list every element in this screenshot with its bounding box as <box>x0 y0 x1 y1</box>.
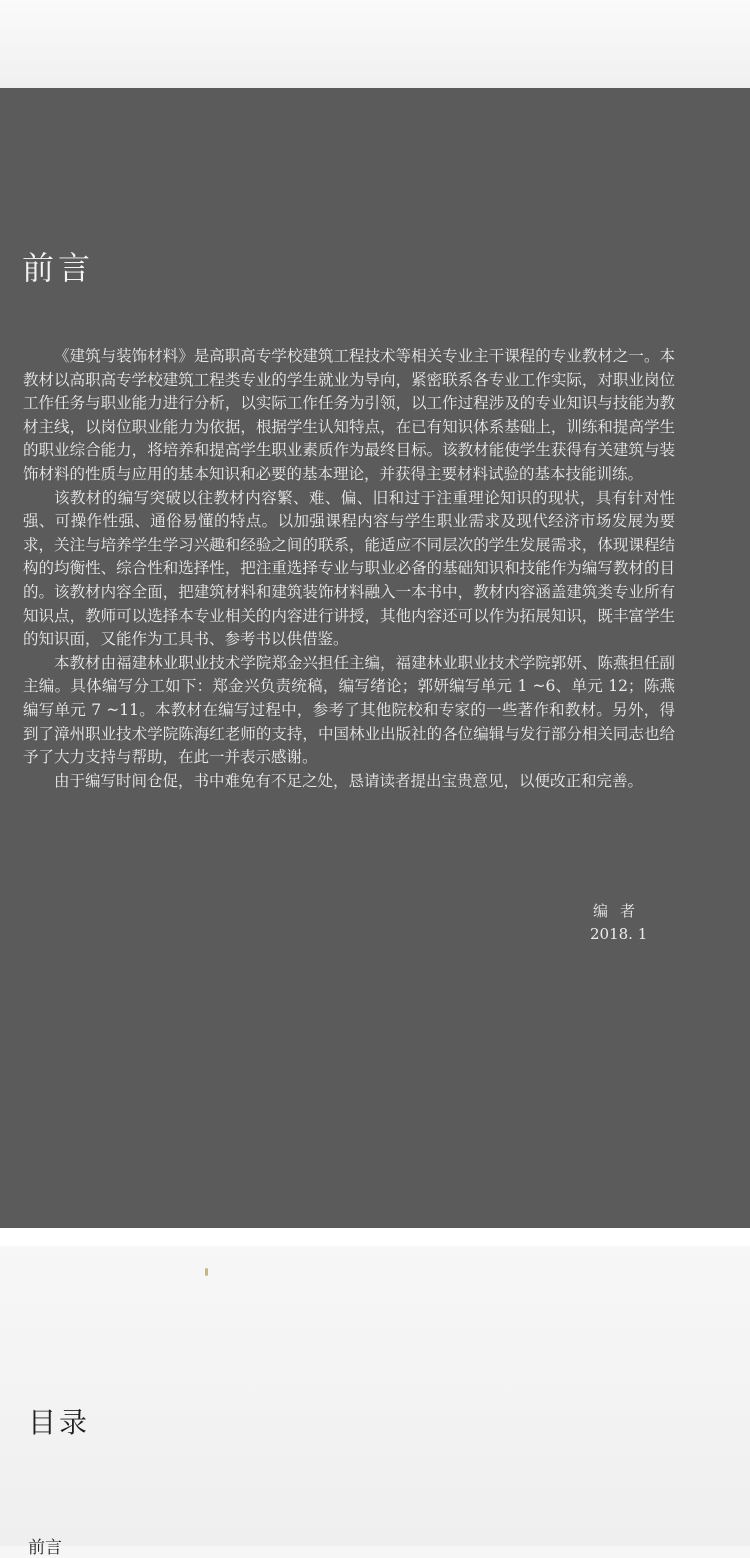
signature-author: 编者 <box>593 902 648 920</box>
page-title: 前言 <box>22 249 95 287</box>
page-divider <box>0 1228 750 1246</box>
preface-body <box>23 345 675 793</box>
toc-page <box>0 1246 750 1558</box>
preface-paragraph: 《建筑与装饰材料》是高职高专学校建筑工程技术等相关专业主干课程的专业教材之一。本教材以高职高专学校建筑工程类专业的学生就业为导向，紧密联系各专业工作实际，对职业岗位工作任务与职业能力进行分析，以实际工作任务为引领，以工作过程涉及的专业知识与技能为教材主线，以岗位职业能力为依据，根据学生认知特点，在已有知识体系基础上，训练和提高学生的职业综合能力，将培养和提高学生职业素质作为最终目标。该教材能使学生获得有关建筑与装饰材料的性质与应用的基本知识和必要的基本理论，并获得主要材料试验的基本技能训练。 <box>23 347 675 483</box>
previous-page-edge <box>0 0 750 88</box>
preface-page <box>0 88 750 1228</box>
paper-speck <box>205 1268 208 1276</box>
preface-paragraph: 由于编写时间仓促，书中难免有不足之处，恳请读者提出宝贵意见，以便改正和完善。 <box>54 771 644 790</box>
signature-block <box>590 900 647 946</box>
toc-title: 目录 <box>28 1406 91 1439</box>
toc-entry: 前言 <box>28 1538 62 1558</box>
signature-date: 2018. 1 <box>590 925 648 943</box>
preface-paragraph: 该教材的编写突破以往教材内容繁、难、偏、旧和过于注重理论知识的现状，具有针对性强、可操作性强、通俗易懂的特点。以加强课程内容与学生职业需求及现代经济市场发展为要求，关注与培养学生学习兴趣和经验之间的联系，能适应不同层次的学生发展需求，体现课程结构的均衡性、综合性和选择性，把注重选择专业与职业必备的基础知识和技能作为编写教材的目的。该教材内容全面，把建筑材料和建筑装饰材料融入一本书中，教材内容涵盖建筑类专业所有知识点，教师可以选择本专业相关的内容进行讲授，其他内容还可以作为拓展知识，既丰富学生的知识面，又能作为工具书、参考书以供借鉴。 <box>23 488 675 649</box>
preface-paragraph: 本教材由福建林业职业技术学院郑金兴担任主编，福建林业职业技术学院郭妍、陈燕担任副主编。具体编写分工如下：郑金兴负责统稿，编写绪论；郭妍编写单元 1 ~6、单元 12；陈燕编写单元 7 ~11。本教材在编写过程中，参考了其他院校和专家的一些著作和教材。另外，得到了漳州职业技术学院陈海红老师的支持，中国林业出版社的各位编辑与发行部分相关同志也给予了大力支持与帮助，在此一并表示感谢。 <box>23 653 675 767</box>
